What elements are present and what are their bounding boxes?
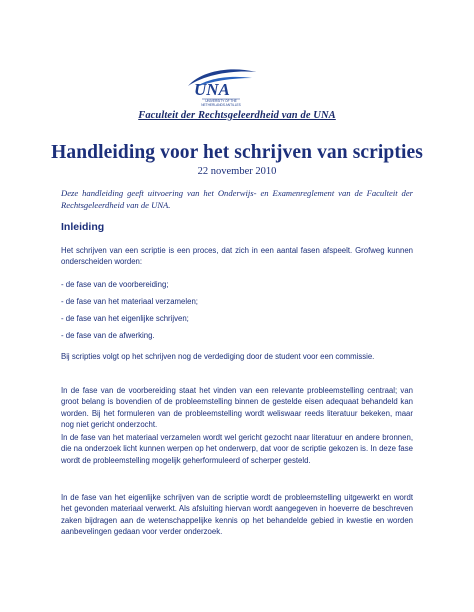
svg-text:UNIVERSITY OF THE: UNIVERSITY OF THE bbox=[205, 99, 237, 103]
una-logo-graphic bbox=[182, 66, 260, 110]
paragraph-4: In de fase van het materiaal verzamelen wordt wel gericht gezocht naar literatuur en andere bronnen, die na onderzoek licht kunnen werpen op het onderwerp, dat voor de scriptie gekozen is. In deze fase wordt de probleemstelling mogelijk geherformuleerd of scherper gesteld. bbox=[61, 433, 413, 465]
list-item: - de fase van het materiaal verzamelen; bbox=[61, 297, 198, 306]
list-item: - de fase van de voorbereiding; bbox=[61, 280, 169, 289]
paragraph-5: In de fase van het eigenlijke schrijven van de scriptie wordt de probleemstelling uitgewerkt en wordt het gevonden materiaal verwerkt. Als afsluiting hiervan wordt aangegeven in hoeverre de beschreven zaken bijdragen aan de wetenschappelijke kennis op het behandelde gebied in kwestie en worden aanbevelingen gedaan voor verder onderzoek. bbox=[61, 493, 413, 537]
faculty-name: Faculteit der Rechtsgeleerdheid van de UNA bbox=[138, 110, 336, 121]
list-item: - de fase van de afwerking. bbox=[61, 331, 155, 340]
paragraph-2: Bij scripties volgt op het schrijven nog de verdediging door de student voor een commissie. bbox=[61, 352, 375, 361]
section-heading-inleiding: Inleiding bbox=[61, 221, 105, 233]
intro-text: Deze handleiding geeft uitvoering van het Onderwijs- en Examenreglement van de Faculteit der Rechtsgeleerdheid van de UNA. bbox=[61, 188, 413, 210]
svg-text:NETHERLANDS ANTILLES: NETHERLANDS ANTILLES bbox=[201, 103, 241, 107]
paragraph-3: In de fase van de voorbereiding staat het vinden van een relevante probleemstelling centraal; van groot belang is bovendien of de probleemstelling binnen de gestelde eisen adequaat behandeld kan worden. Bij het formuleren van de probleemstelling wordt weliswaar reeds literatuur bekeken, maar nog niet gericht onderzocht. bbox=[61, 386, 413, 430]
list-item: - de fase van het eigenlijke schrijven; bbox=[61, 314, 189, 323]
document-date: 22 november 2010 bbox=[197, 166, 277, 177]
logo-wordmark: UNA bbox=[194, 80, 230, 99]
una-logo bbox=[182, 66, 260, 110]
paragraph-1: Het schrijven van een scriptie is een proces, dat zich in een aantal fasen afspeelt. Grofweg kunnen onderscheiden worden: bbox=[61, 246, 413, 267]
document-title: Handleiding voor het schrijven van scripties bbox=[51, 142, 423, 163]
